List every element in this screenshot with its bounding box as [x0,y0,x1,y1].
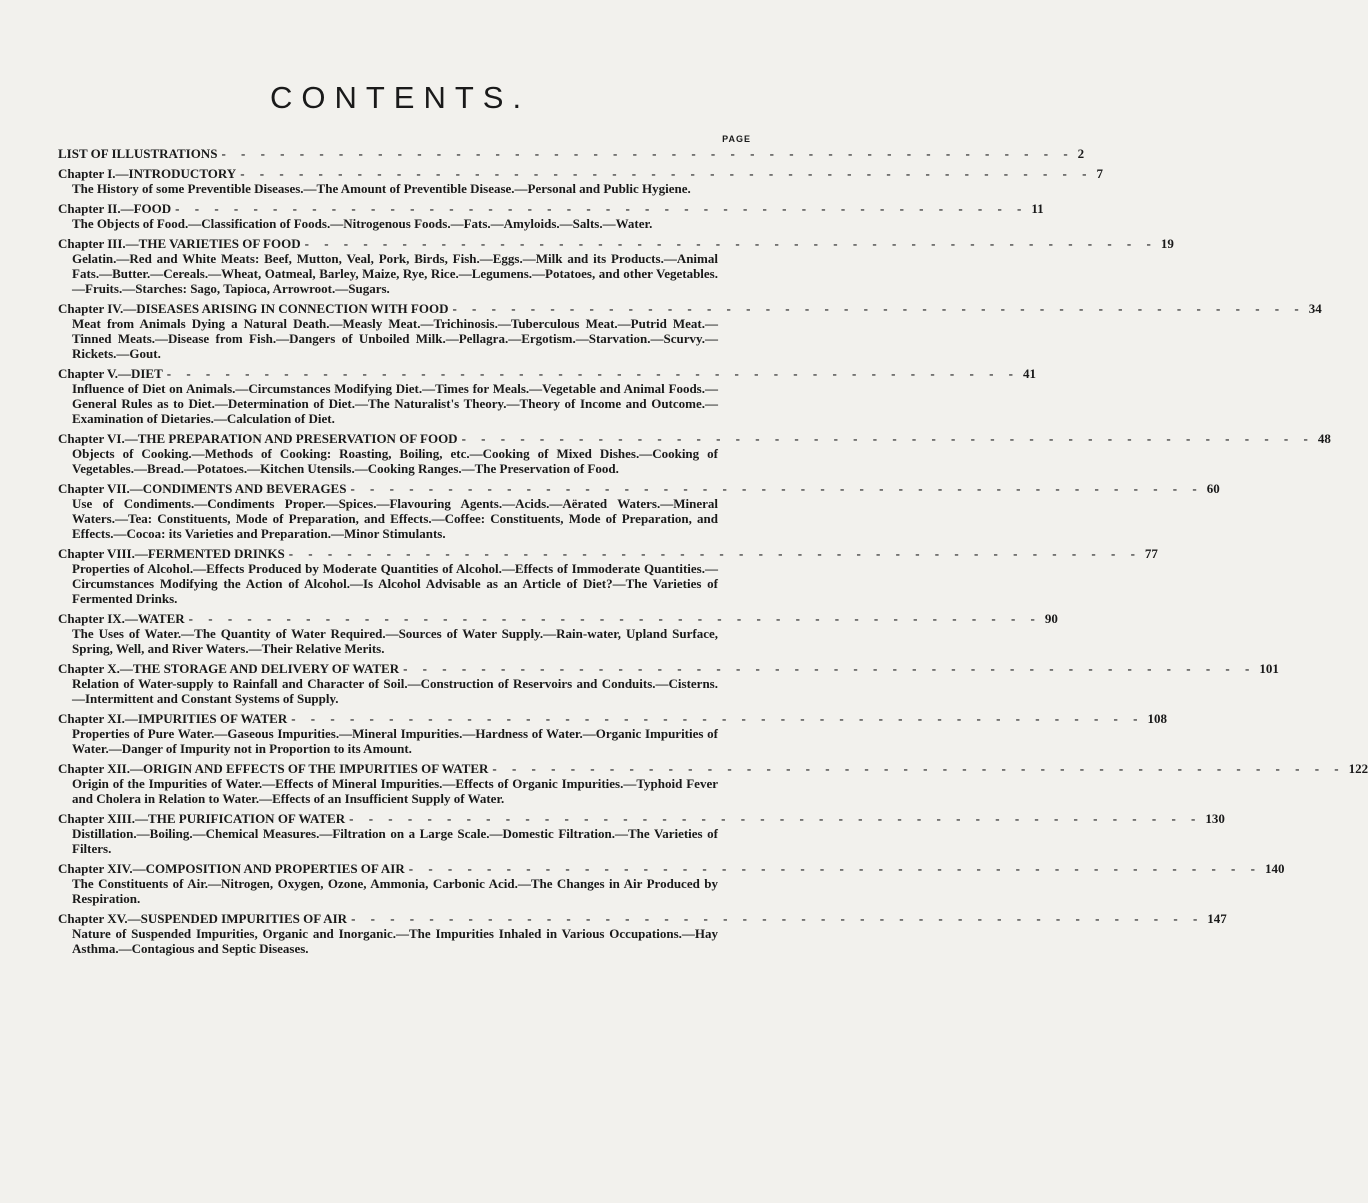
contents-entry [58,431,1331,476]
entry-heading: LIST OF ILLUSTRATIONS [58,146,218,161]
entry-heading-line [58,166,1103,181]
entry-description: The Objects of Food.—Classification of Foods.—Nitrogenous Foods.—Fats.—Amyloids.—Salts.—Water. [72,216,653,231]
entry-description: Origin of the Impurities of Water.—Effects of Mineral Impurities.—Effects of Organic Impurities.—Typhoid Fever and Cholera in Relation to Water.—Effects of an Insufficient Supply of Water. [72,776,718,806]
entry-page-number: 122 [1348,761,1368,776]
page-column-header: PAGE [722,134,751,144]
contents-entry [58,861,1285,906]
contents-entry [58,911,1227,956]
entry-page-number: 60 [1206,481,1220,496]
entry-page-number: 147 [1207,911,1227,926]
contents-list [58,146,1368,956]
entry-heading: Chapter XII.—ORIGIN AND EFFECTS OF THE IMPURITIES OF WATER [58,761,489,776]
page-title: CONTENTS. [269,80,531,115]
entry-heading-line [58,366,1036,381]
contents-entry [58,166,1103,196]
entry-heading-line [58,711,1167,726]
entry-page-number: 108 [1147,711,1167,726]
entry-heading: Chapter IX.—WATER [58,611,185,626]
entry-heading-line [58,811,1225,826]
entry-description: Properties of Alcohol.—Effects Produced by Moderate Quantities of Alcohol.—Effects of Immoderate Quantities.—Circumstances Modifying the Action of Alcohol.—Is Alcohol Advisable as an Article of Diet?—The Varieties of Fermented Drinks. [72,561,718,606]
entry-description: Relation of Water-supply to Rainfall and Character of Soil.—Construction of Reservoirs and Conduits.—Cisterns.—Intermittent and Constant Systems of Supply. [72,676,718,706]
entry-heading: Chapter VIII.—FERMENTED DRINKS [58,546,285,561]
dot-leader: - - - - - - - - - - - - - - - - - - - - - - - - - - - - - - - - - - - - - - - - - - - - [188,611,1041,626]
entry-heading-line [58,761,1368,776]
dot-leader: - - - - - - - - - - - - - - - - - - - - - - - - - - - - - - - - - - - - - - - - - - - - [175,201,1028,216]
entry-page-number: 11 [1031,201,1044,216]
dot-leader: - - - - - - - - - - - - - - - - - - - - - - - - - - - - - - - - - - - - - - - - - - - - [351,911,1204,926]
entry-heading: Chapter V.—DIET [58,366,163,381]
entry-heading-line [58,431,1331,446]
contents-entry [58,236,1174,296]
dot-leader: - - - - - - - - - - - - - - - - - - - - - - - - - - - - - - - - - - - - - - - - - - - - [349,811,1202,826]
entry-description: The Constituents of Air.—Nitrogen, Oxygen, Ozone, Ammonia, Carbonic Acid.—The Changes in Air Produced by Respiration. [72,876,718,906]
entry-heading-line [58,146,1085,161]
dot-leader: - - - - - - - - - - - - - - - - - - - - - - - - - - - - - - - - - - - - - - - - - - - - [461,431,1314,446]
entry-heading-line [58,481,1220,496]
contents-entry [58,366,1036,426]
dot-leader: - - - - - - - - - - - - - - - - - - - - - - - - - - - - - - - - - - - - - - - - - - - - [304,236,1157,251]
entry-description: Influence of Diet on Animals.—Circumstances Modifying Diet.—Times for Meals.—Vegetable and Animal Foods.—General Rules as to Diet.—Determination of Diet.—The Naturalist's Theory.—Theory of Income and Outcome.—Examination of Dietaries.—Calculation of Diet. [72,381,718,426]
entry-heading: Chapter XIII.—THE PURIFICATION OF WATER [58,811,346,826]
contents-entry [58,711,1167,756]
dot-leader: - - - - - - - - - - - - - - - - - - - - - - - - - - - - - - - - - - - - - - - - - - - - [452,301,1305,316]
entry-page-number: 77 [1144,546,1158,561]
entry-heading: Chapter XI.—IMPURITIES OF WATER [58,711,288,726]
contents-entry [58,201,1044,231]
entry-heading: Chapter II.—FOOD [58,201,172,216]
entry-heading-line [58,911,1227,926]
entry-description: Nature of Suspended Impurities, Organic and Inorganic.—The Impurities Inhaled in Various Occupations.—Hay Asthma.—Contagious and Septic Diseases. [72,926,718,956]
entry-page-number: 7 [1096,166,1103,181]
entry-heading: Chapter XIV.—COMPOSITION AND PROPERTIES OF AIR [58,861,405,876]
contents-entry [58,481,1220,541]
contents-entry [58,546,1158,606]
entry-heading-line [58,861,1285,876]
contents-entry [58,661,1279,706]
entry-heading: Chapter VI.—THE PREPARATION AND PRESERVATION OF FOOD [58,431,458,446]
entry-heading: Chapter VII.—CONDIMENTS AND BEVERAGES [58,481,347,496]
entry-page-number: 140 [1264,861,1285,876]
entry-description: The Uses of Water.—The Quantity of Water Required.—Sources of Water Supply.—Rain-water, Upland Surface, Spring, Well, and River Waters.—Their Relative Merits. [72,626,718,656]
dot-leader: - - - - - - - - - - - - - - - - - - - - - - - - - - - - - - - - - - - - - - - - - - - - [350,481,1203,496]
contents-entry [58,146,1085,161]
entry-page-number: 2 [1077,146,1085,161]
entry-heading-line [58,201,1044,216]
entry-page-number: 90 [1044,611,1058,626]
dot-leader: - - - - - - - - - - - - - - - - - - - - - - - - - - - - - - - - - - - - - - - - - - - - [288,546,1141,561]
entry-heading: Chapter X.—THE STORAGE AND DELIVERY OF WATER [58,661,400,676]
dot-leader: - - - - - - - - - - - - - - - - - - - - - - - - - - - - - - - - - - - - - - - - - - - - [240,166,1093,181]
dot-leader: - - - - - - - - - - - - - - - - - - - - - - - - - - - - - - - - - - - - - - - - - - - - [166,366,1019,381]
dot-leader: - - - - - - - - - - - - - - - - - - - - - - - - - - - - - - - - - - - - - - - - - - - - [291,711,1144,726]
dot-leader: - - - - - - - - - - - - - - - - - - - - - - - - - - - - - - - - - - - - - - - - - - - - [408,861,1261,876]
entry-page-number: 34 [1308,301,1322,316]
dot-leader: - - - - - - - - - - - - - - - - - - - - - - - - - - - - - - - - - - - - - - - - - - - - [221,146,1074,161]
contents-entry [58,761,1368,806]
entry-page-number: 130 [1205,811,1225,826]
entry-heading: Chapter I.—INTRODUCTORY [58,166,237,181]
entry-page-number: 48 [1317,431,1331,446]
entry-description: Properties of Pure Water.—Gaseous Impurities.—Mineral Impurities.—Hardness of Water.—Organic Impurities of Water.—Danger of Impurity not in Proportion to its Amount. [72,726,718,756]
dot-leader: - - - - - - - - - - - - - - - - - - - - - - - - - - - - - - - - - - - - - - - - - - - - [403,661,1256,676]
entry-heading: Chapter XV.—SUSPENDED IMPURITIES OF AIR [58,911,348,926]
dot-leader: - - - - - - - - - - - - - - - - - - - - - - - - - - - - - - - - - - - - - - - - - - - - [492,761,1345,776]
entry-description: Use of Condiments.—Condiments Proper.—Spices.—Flavouring Agents.—Acids.—Aërated Waters.—Mineral Waters.—Tea: Constituents, Mode of Preparation, and Effects.—Coffee: Constituents, Mode of Preparation, and Effects.—Cocoa: its Varieties and Preparation.—Minor Stimulants. [72,496,718,541]
contents-entry [58,301,1322,361]
entry-page-number: 19 [1160,236,1174,251]
entry-page-number: 101 [1259,661,1279,676]
entry-heading-line [58,661,1279,676]
contents-entry [58,611,1058,656]
entry-description: Objects of Cooking.—Methods of Cooking: Roasting, Boiling, etc.—Cooking of Mixed Dishes.—Cooking of Vegetables.—Bread.—Potatoes.—Kitchen Utensils.—Cooking Ranges.—The Preservation of Food. [72,446,718,476]
entry-heading: Chapter IV.—DISEASES ARISING IN CONNECTION WITH FOOD [58,301,449,316]
entry-description: Distillation.—Boiling.—Chemical Measures.—Filtration on a Large Scale.—Domestic Filtration.—The Varieties of Filters. [72,826,718,856]
entry-page-number: 41 [1022,366,1036,381]
entry-heading-line [58,546,1158,561]
entry-heading-line [58,611,1058,626]
contents-entry [58,811,1225,856]
entry-heading-line [58,236,1174,251]
entry-heading-line [58,301,1322,316]
entry-description: The History of some Preventible Diseases.—The Amount of Preventible Disease.—Personal and Public Hygiene. [72,181,691,196]
entry-heading: Chapter III.—THE VARIETIES OF FOOD [58,236,301,251]
entry-description: Gelatin.—Red and White Meats: Beef, Mutton, Veal, Pork, Birds, Fish.—Eggs.—Milk and its Products.—Animal Fats.—Butter.—Cereals.—Wheat, Oatmeal, Barley, Maize, Rye, Rice.—Legumens.—Potatoes, and other Vegetables.—Fruits.—Starches: Sago, Tapioca, Arrowroot.—Sugars. [72,251,718,296]
entry-description: Meat from Animals Dying a Natural Death.—Measly Meat.—Trichinosis.—Tuberculous Meat.—Putrid Meat.—Tinned Meats.—Disease from Fish.—Dangers of Unboiled Milk.—Pellagra.—Ergotism.—Starvation.—Scurvy.—Rickets.—Gout. [72,316,718,361]
